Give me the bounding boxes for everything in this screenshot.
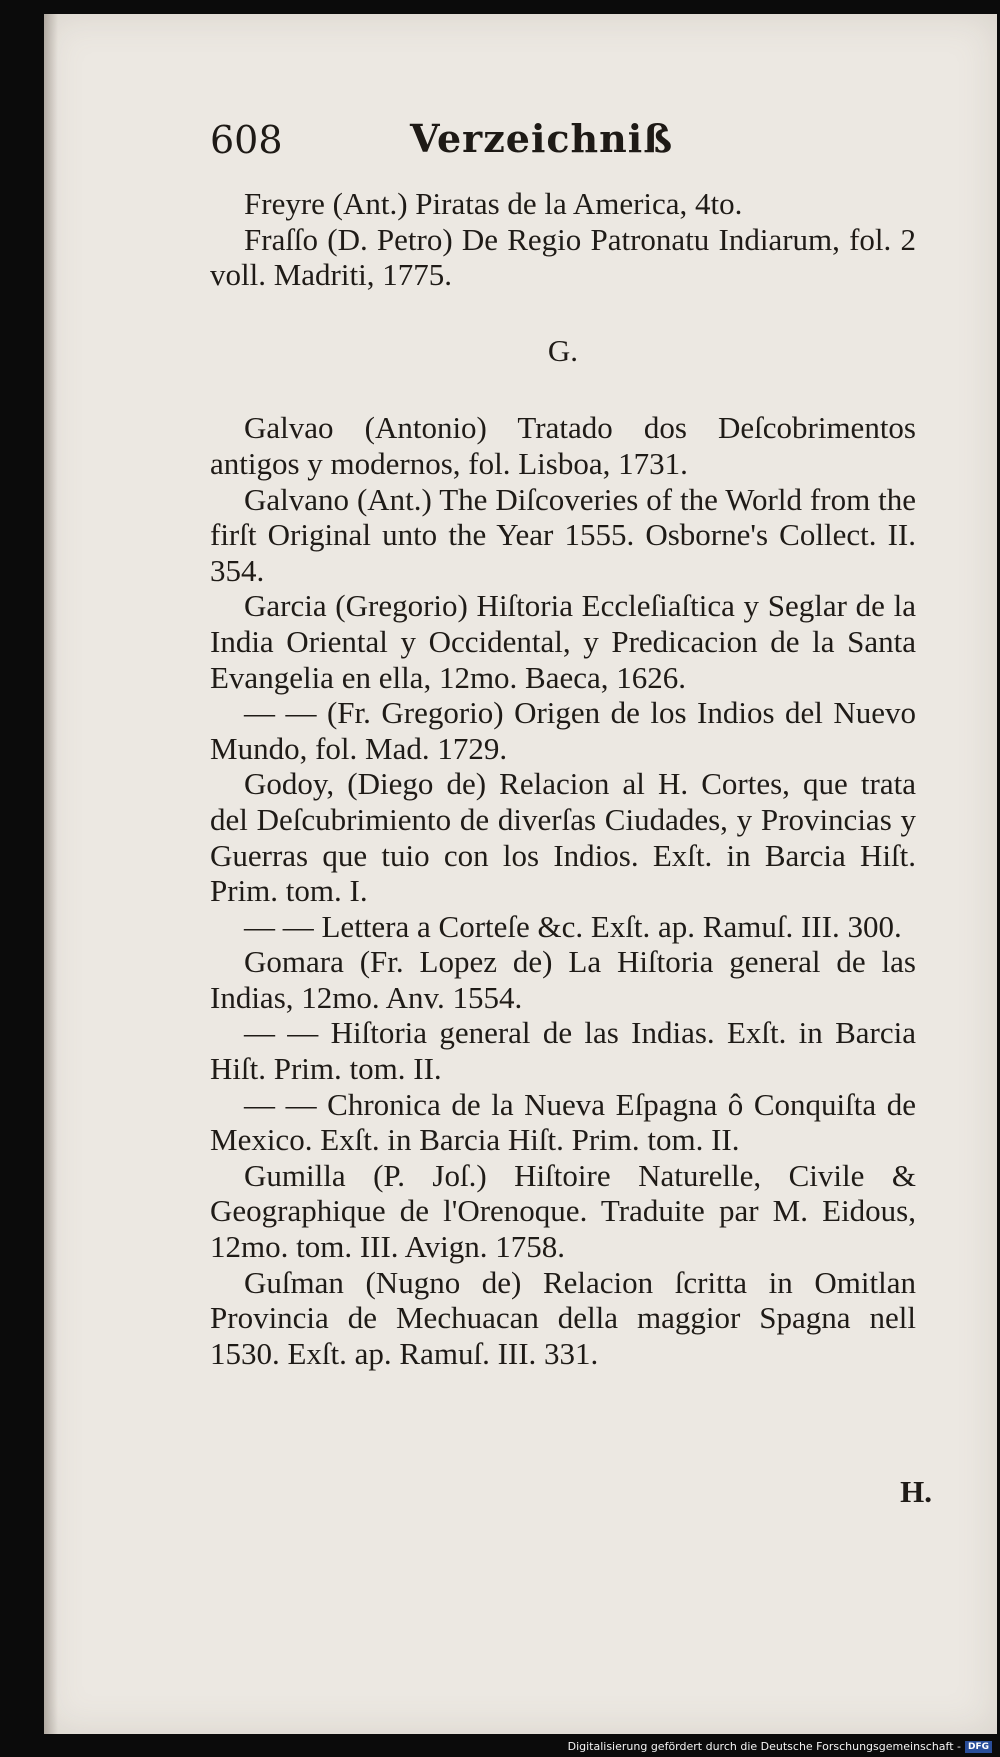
digitization-credit: Digitalisierung gefördert durch die Deutsche Forschungsgemeinschaft - <box>567 1740 961 1753</box>
running-head: Verzeichniß <box>410 116 674 161</box>
entry-gomara-chronica: — — Chronica de la Nueva Eſpagna ô Conquiſta de Mexico. Exſt. in Barcia Hiſt. Prim. tom. II. <box>210 1086 916 1158</box>
entry-gomara: Gomara (Fr. Lopez de) La Hiſtoria general de las Indias, 12mo. Anv. 1554. <box>210 944 916 1015</box>
digitization-footer <box>568 1740 992 1753</box>
page-header <box>210 118 910 166</box>
entry-garcia: Garcia (Gregorio) Hiſtoria Eccleſiaſtica y Seglar de la India Oriental y Occidental, y Predicacion de la Santa Evangelia en ella, 12mo. Baeca, 1626. <box>210 588 916 695</box>
page-gutter-shadow <box>44 14 58 1734</box>
entry-gumilla: Gumilla (P. Joſ.) Hiſtoire Naturelle, Civile & Geographique de l'Orenoque. Traduite par M. Eidous, 12mo. tom. III. Avign. 1758. <box>210 1157 916 1265</box>
entry-godoy: Godoy, (Diego de) Relacion al H. Cortes, que trata del Deſcubrimiento de diverſas Ciudades, y Provincias y Guerras que tuio con los Indios. Exſt. in Barcia Hiſt. Prim. tom. I. <box>210 766 916 909</box>
entry-gusman: Guſman (Nugno de) Relacion ſcritta in Omitlan Provincia de Mechuacan della maggior Spagna nell 1530. Exſt. ap. Ramuſ. III. 331. <box>210 1264 916 1371</box>
bibliography-text <box>210 186 916 1371</box>
section-heading-g: G. <box>547 332 579 368</box>
entry-frasso: Fraſſo (D. Petro) De Regio Patronatu Indiarum, fol. 2 voll. Madriti, 1775. <box>210 221 916 293</box>
entry-gomara-historia: — — Hiſtoria general de las Indias. Exſt. in Barcia Hiſt. Prim. tom. II. <box>210 1015 916 1087</box>
entry-godoy-lettera: — — Lettera a Corteſe &c. Exſt. ap. Ramuſ. III. 300. <box>244 908 902 944</box>
page-number: 608 <box>210 118 283 162</box>
catchword: H. <box>900 1474 932 1509</box>
entry-freyre: Freyre (Ant.) Piratas de la America, 4to. <box>244 186 743 221</box>
entry-garcia-origen: — — (Fr. Gregorio) Origen de los Indios del Nuevo Mundo, fol. Mad. 1729. <box>210 695 916 766</box>
entry-galvano: Galvano (Ant.) The Diſcoveries of the World from the firſt Original unto the Year 1555. Osborne's Collect. II. 354. <box>210 481 916 588</box>
entry-galvao: Galvao (Antonio) Tratado dos Deſcobrimentos antigos y modernos, fol. Lisboa, 1731. <box>210 410 916 481</box>
dfg-logo: DFG <box>965 1741 992 1753</box>
